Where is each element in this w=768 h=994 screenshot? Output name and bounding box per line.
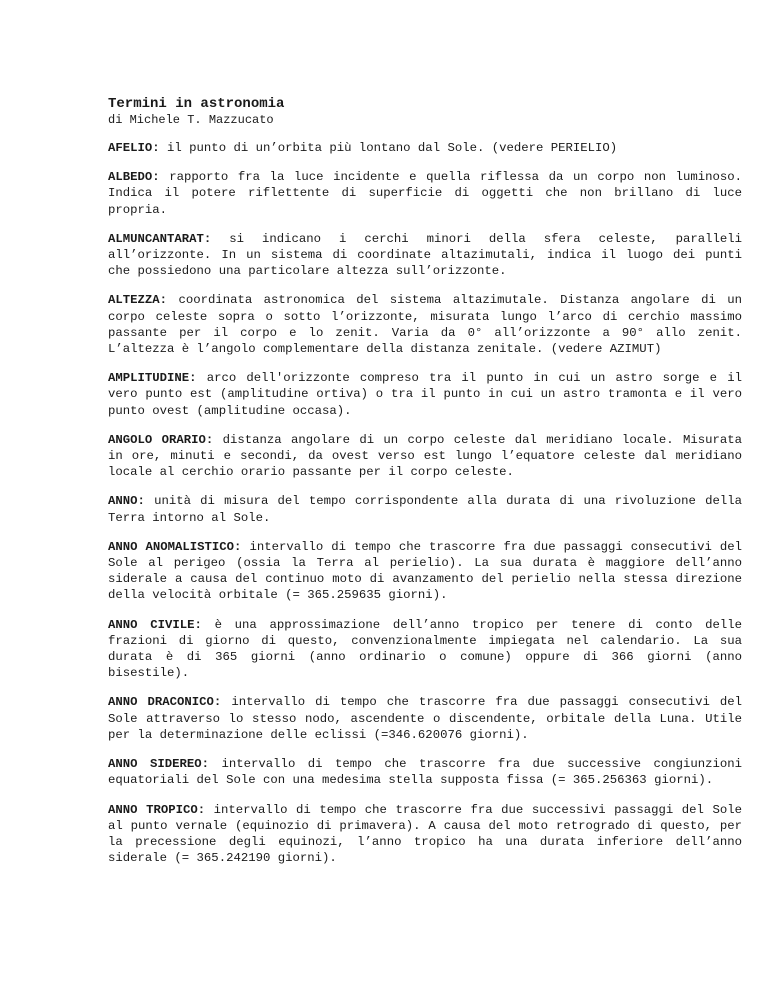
glossary-definition: distanza angolare di un corpo celeste dal meridiano locale. Misurata in ore, minuti e secondi, da ovest verso est lungo l’equatore celeste dal meridiano locale al cerchio orario passante per il corpo celeste. [108,432,742,480]
glossary-entry [108,169,742,218]
glossary-term: AMPLITUDINE: [108,371,197,386]
glossary-term: ALBEDO: [108,170,160,185]
glossary-entry [108,493,742,525]
glossary-term: ANNO CIVILE: [108,617,202,632]
document-author: di Michele T. Mazzucato [108,113,274,127]
glossary-definition: si indicano i cerchi minori della sfera celeste, paralleli all’orizzonte. In un sistema di coordinate altazimutali, indica il luogo dei punti che possiedono una particolare altezza sull’orizzonte. [108,231,742,279]
glossary-entry [108,539,742,604]
glossary-term: ANNO SIDEREO: [108,757,210,772]
glossary-definition: intervallo di tempo che trascorre fra due successivi passaggi del Sole al punto vernale (equinozio di primavera). A causa del moto retrogrado di questo, per la precessione degli equinozi, l’anno tropico ha una durata inferiore dell’anno siderale (= 365.242190 giorni). [108,802,742,866]
glossary-entry [108,432,742,481]
glossary-term: ANNO ANOMALISTICO: [108,539,242,554]
glossary-entry [108,140,742,156]
glossary-list [108,140,742,866]
glossary-term: ANNO: [108,494,145,509]
glossary-entry [108,370,742,419]
document-title: Termini in astronomia [108,96,285,112]
glossary-definition: unità di misura del tempo corrispondente alla durata di una rivoluzione della Terra intorno al Sole. [108,494,742,525]
glossary-term: AFELIO: [108,141,160,155]
glossary-term: ALTEZZA: [108,293,168,308]
glossary-term: ALMUNCANTARAT: [108,231,212,246]
glossary-entry [108,694,742,743]
glossary-term: ANNO TROPICO: [108,802,206,817]
glossary-definition: intervallo di tempo che trascorre fra due passaggi consecutivi del Sole al perigeo (ossia la Terra al perielio). La sua durata è maggiore dell’anno siderale a causa del continuo moto di avanzamento del perielio nella stessa direzione della velocità orbitale (= 365.259635 giorni). [108,539,743,603]
glossary-entry [108,231,742,280]
glossary-definition: intervallo di tempo che trascorre fra due passaggi consecutivi del Sole attraverso lo stesso nodo, ascendente o discendente, orbitale della Luna. Utile per la determinazione delle eclissi (=346.620076 giorni). [108,695,742,742]
glossary-term: ANNO DRACONICO: [108,695,222,710]
glossary-entry [108,802,742,867]
glossary-definition: è una approssimazione dell’anno tropico per tenere di conto delle frazioni di giorno di questo, convenzionalmente impiegata nel calendario. La sua durata è di 365 giorni (anno ordinario o comune) oppure di 366 giorni (anno bisestile). [108,617,742,681]
glossary-definition: rapporto fra la luce incidente e quella riflessa da un corpo non luminoso. Indica il potere riflettente di superficie di oggetti che non brillano di luce propria. [108,170,742,217]
glossary-entry [108,292,742,357]
glossary-term: ANGOLO ORARIO: [108,432,214,447]
glossary-entry [108,617,742,682]
glossary-definition: intervallo di tempo che trascorre fra due successive congiunzioni equatoriali del Sole con una medesima stella supposta fissa (= 365.256363 giorni). [108,757,742,788]
glossary-entry [108,756,742,788]
glossary-definition: arco dell'orizzonte compreso tra il punto in cui un astro sorge e il vero punto est (amplitudine ortiva) o tra il punto in cui un astro tramonta e il vero punto ovest (amplitudine occasa). [108,371,742,418]
document-page [108,96,742,879]
glossary-definition: il punto di un’orbita più lontano dal Sole. (vedere PERIELIO) [159,141,618,155]
glossary-definition: coordinata astronomica del sistema altazimutale. Distanza angolare di un corpo celeste sopra o sotto l’orizzonte, misurata lungo l’arco di cerchio massimo passante per il corpo e lo zenit. Varia da 0° all’orizzonte a 90° allo zenit. L’altezza è l’angolo complementare della distanza zenitale. (vedere AZIMUT) [108,293,742,357]
